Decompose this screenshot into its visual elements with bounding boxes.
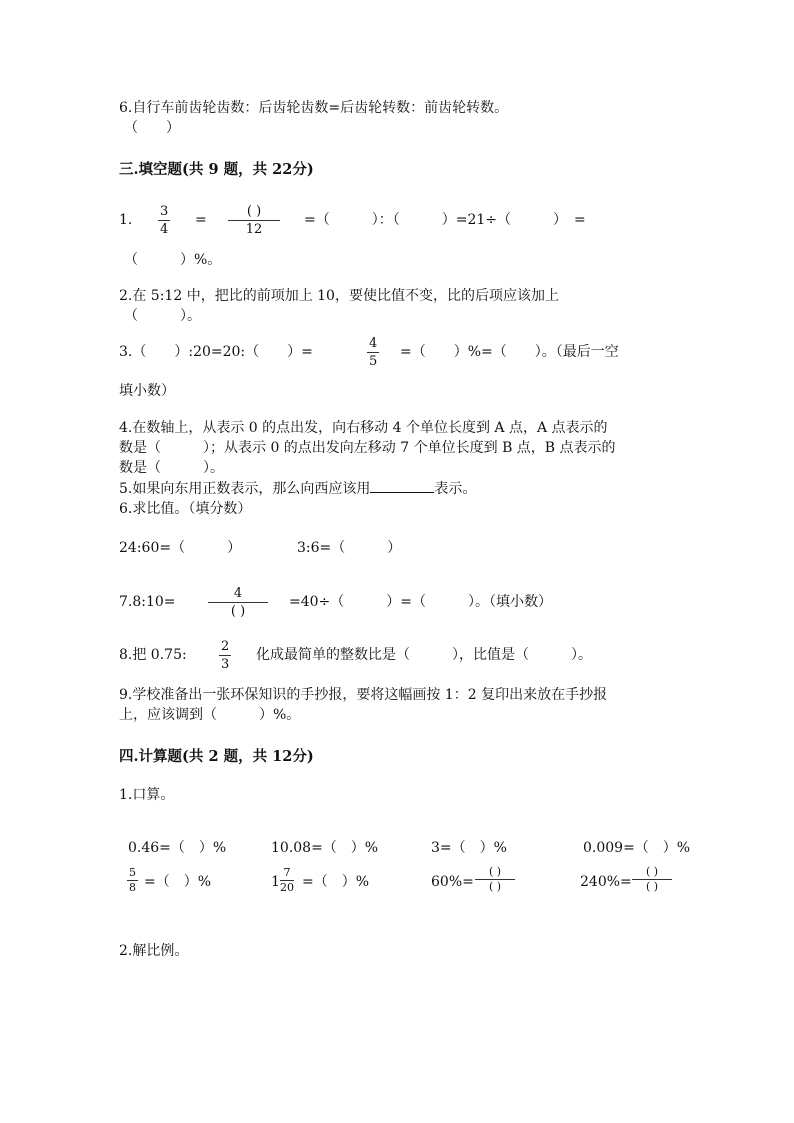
fraction-numerator: 4 — [369, 336, 378, 351]
question-6-prev-text: 6.自行车前齿轮齿数：后齿轮齿数=后齿轮转数：前齿轮转数。 — [119, 100, 509, 116]
fill-q1-fraction-blank-12 — [228, 204, 280, 237]
fill-q1-fraction-3-4 — [158, 204, 170, 237]
fill-q1-equals: = — [195, 212, 207, 228]
fill-q3-line2: 填小数） — [119, 383, 175, 399]
fraction-denominator: 20 — [280, 881, 294, 894]
fraction-denominator: 8 — [129, 881, 136, 894]
fill-q8-post: 化成最简单的整数比是（ ），比值是（ ）。 — [256, 647, 592, 663]
fill-q7-post: =40÷（ ）=（ ）。（填小数） — [289, 594, 553, 610]
fill-q5-blank-line — [370, 480, 434, 493]
fill-q3-pre: 3.（ ）:20=20:（ ）= — [119, 344, 313, 360]
fraction-numerator: ( ) — [228, 204, 280, 221]
calc-item-3: 3=（ ）% — [431, 840, 507, 856]
calc-q2-label: 2.解比例。 — [119, 943, 189, 959]
fraction-denominator: 4 — [160, 222, 169, 237]
fraction-denominator: ( ) — [645, 880, 659, 893]
fill-q8-fraction-2-3 — [219, 639, 231, 672]
calc-item-5-post: =（ ）% — [144, 874, 212, 890]
fill-q5-line — [119, 480, 476, 498]
fill-q6-b: 3:6=（ ） — [297, 540, 402, 556]
fill-q2-line2: （ ）。 — [124, 308, 201, 324]
fraction-numerator: 3 — [160, 204, 169, 219]
calc-fraction-blank-8 — [632, 866, 672, 893]
fraction-numerator: 4 — [208, 586, 268, 603]
fill-q5-pre: 5.如果向东用正数表示，那么向西应该用 — [119, 481, 371, 497]
question-6-prev-answer-paren: （ ） — [124, 120, 180, 136]
fill-q9-line2: 上，应该调到（ ）%。 — [119, 707, 301, 723]
fill-q4-line1: 4.在数轴上，从表示 0 的点出发，向右移动 4 个单位长度到 A 点，A 点表示的 — [119, 420, 608, 436]
calc-item-2: 10.08=（ ）% — [271, 840, 379, 856]
fill-q1-rest: =（ ）：（ ）=21÷（ ） = — [304, 212, 586, 228]
calc-q1-label: 1.口算。 — [119, 787, 175, 803]
fraction-denominator: ( ) — [488, 880, 502, 893]
fraction-numerator: 2 — [221, 639, 230, 654]
calc-fraction-7-20 — [280, 867, 294, 894]
fill-q5-post: 表示。 — [434, 481, 477, 497]
calc-fraction-5-8 — [127, 867, 138, 894]
fraction-denominator: 3 — [221, 657, 230, 672]
fraction-numerator: ( ) — [632, 866, 672, 880]
calc-item-1: 0.46=（ ）% — [128, 840, 227, 856]
calc-item-6-post: =（ ）% — [302, 874, 370, 890]
fraction-numerator: 7 — [280, 867, 294, 881]
calc-item-7-pre: 60%= — [431, 874, 474, 890]
fill-q8-pre: 8.把 0.75: — [119, 647, 187, 663]
calc-item-4: 0.009=（ ）% — [583, 840, 691, 856]
fill-q1-line2: （ ）%。 — [124, 252, 222, 268]
fill-q6-line1: 6.求比值。（填分数） — [119, 501, 252, 517]
fill-q3-post: =（ ）%=（ ）。（最后一空 — [400, 344, 619, 360]
calc-mixed-whole: 1 — [271, 874, 280, 890]
fraction-numerator: 5 — [129, 866, 136, 879]
fill-q1-number: 1. — [119, 212, 133, 228]
fill-q4-line3: 数是（ ）。 — [119, 460, 224, 476]
fill-q4-line2: 数是（ ）；从表示 0 的点出发向左移动 7 个单位长度到 B 点，B 点表示的 — [119, 440, 616, 456]
fraction-denominator: 12 — [245, 222, 263, 237]
fraction-numerator: ( ) — [475, 866, 515, 880]
calc-item-8-pre: 240%= — [580, 874, 632, 890]
fraction-denominator: ( ) — [230, 604, 246, 619]
section-4-title: 四.计算题(共 2 题，共 12分) — [119, 748, 314, 765]
fill-q9-line1: 9.学校准备出一张环保知识的手抄报，要将这幅画按 1：2 复印出来放在手抄报 — [119, 687, 608, 703]
fill-q7-pre: 7.8:10= — [119, 594, 176, 610]
fill-q3-fraction-4-5 — [367, 336, 379, 369]
fill-q6-a: 24:60=（ ） — [119, 540, 242, 556]
fill-q7-fraction-4-blank — [208, 586, 268, 619]
section-3-title: 三.填空题(共 9 题，共 22分) — [119, 161, 314, 178]
fill-q2-line1: 2.在 5:12 中，把比的前项加上 10，要使比值不变，比的后项应该加上 — [119, 288, 559, 304]
calc-fraction-blank-7 — [475, 866, 515, 893]
fraction-denominator: 5 — [369, 354, 378, 369]
